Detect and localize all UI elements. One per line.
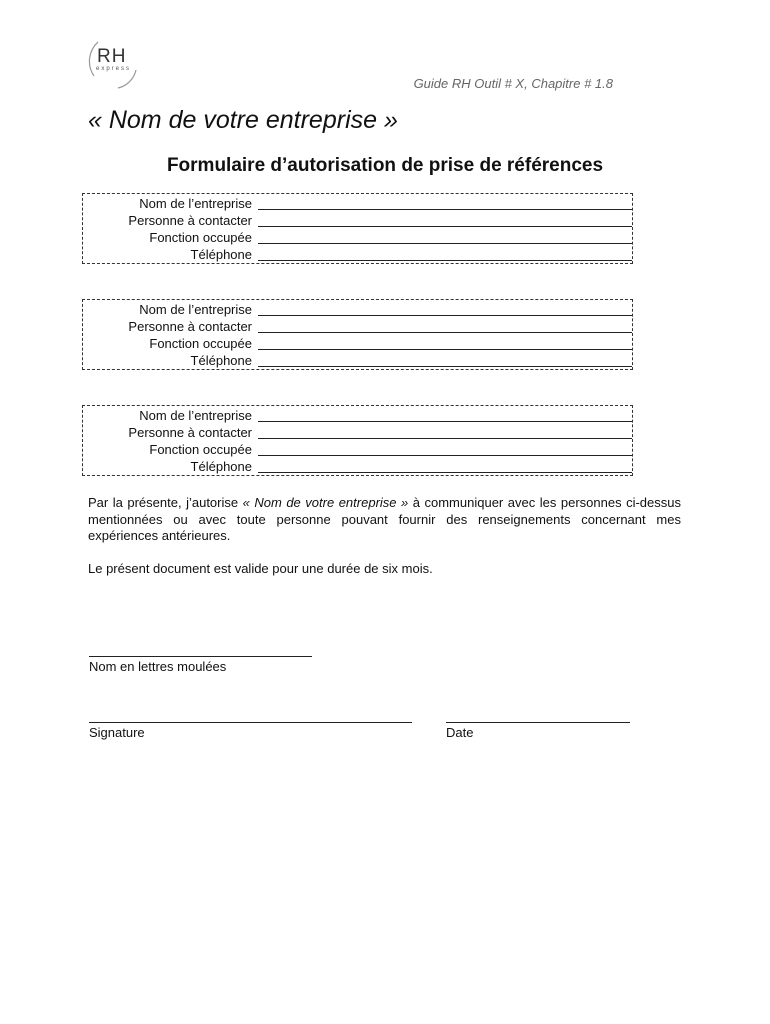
printed-name-label: Nom en lettres moulées [89,659,227,674]
authorization-paragraph [88,495,681,545]
position-held-field[interactable] [258,349,632,350]
date-label: Date [446,725,474,740]
company-name-label: Nom de l’entreprise [139,302,252,317]
phone-label: Téléphone [190,459,252,474]
company-name-field[interactable] [258,421,632,422]
reference-block [82,405,633,476]
phone-field[interactable] [258,472,632,473]
signature-label: Signature [89,725,145,740]
contact-person-field[interactable] [258,332,632,333]
rh-express-logo [88,36,140,90]
position-held-field[interactable] [258,455,632,456]
company-name-title: « Nom de votre entreprise » [88,106,398,134]
position-held-label: Fonction occupée [149,230,252,245]
phone-label: Téléphone [190,353,252,368]
logo-sub-text: express [96,66,132,72]
position-held-label: Fonction occupée [149,442,252,457]
company-name-field[interactable] [258,209,632,210]
position-held-field[interactable] [258,243,632,244]
form-title: Formulaire d’autorisation de prise de références [166,155,604,176]
company-name-label: Nom de l’entreprise [139,408,252,423]
company-name-field[interactable] [258,315,632,316]
contact-person-field[interactable] [258,438,632,439]
contact-person-field[interactable] [258,226,632,227]
authorization-text-part1: Par la présente, j’autorise [88,495,243,510]
company-name-label: Nom de l’entreprise [139,196,252,211]
validity-statement: Le présent document est valide pour une durée de six mois. [88,561,433,576]
contact-person-label: Personne à contacter [128,425,252,440]
printed-name-line[interactable] [89,656,312,657]
authorization-company-placeholder: « Nom de votre entreprise » [242,495,409,510]
reference-block [82,193,633,264]
logo-main-text: RH [97,46,127,67]
reference-block [82,299,633,370]
date-line[interactable] [446,722,630,723]
phone-field[interactable] [258,366,632,367]
contact-person-label: Personne à contacter [128,319,252,334]
position-held-label: Fonction occupée [149,336,252,351]
authorization-text-part2: à communiquer avec les personnes ci-dessus mentionnées ou avec toute personne pouvant fournir des renseignements concernant mes expériences antérieures. [88,495,681,543]
contact-person-label: Personne à contacter [128,213,252,228]
guide-reference: Guide RH Outil # X, Chapitre # 1.8 [413,76,613,91]
signature-line[interactable] [89,722,412,723]
phone-field[interactable] [258,260,632,261]
phone-label: Téléphone [190,247,252,262]
